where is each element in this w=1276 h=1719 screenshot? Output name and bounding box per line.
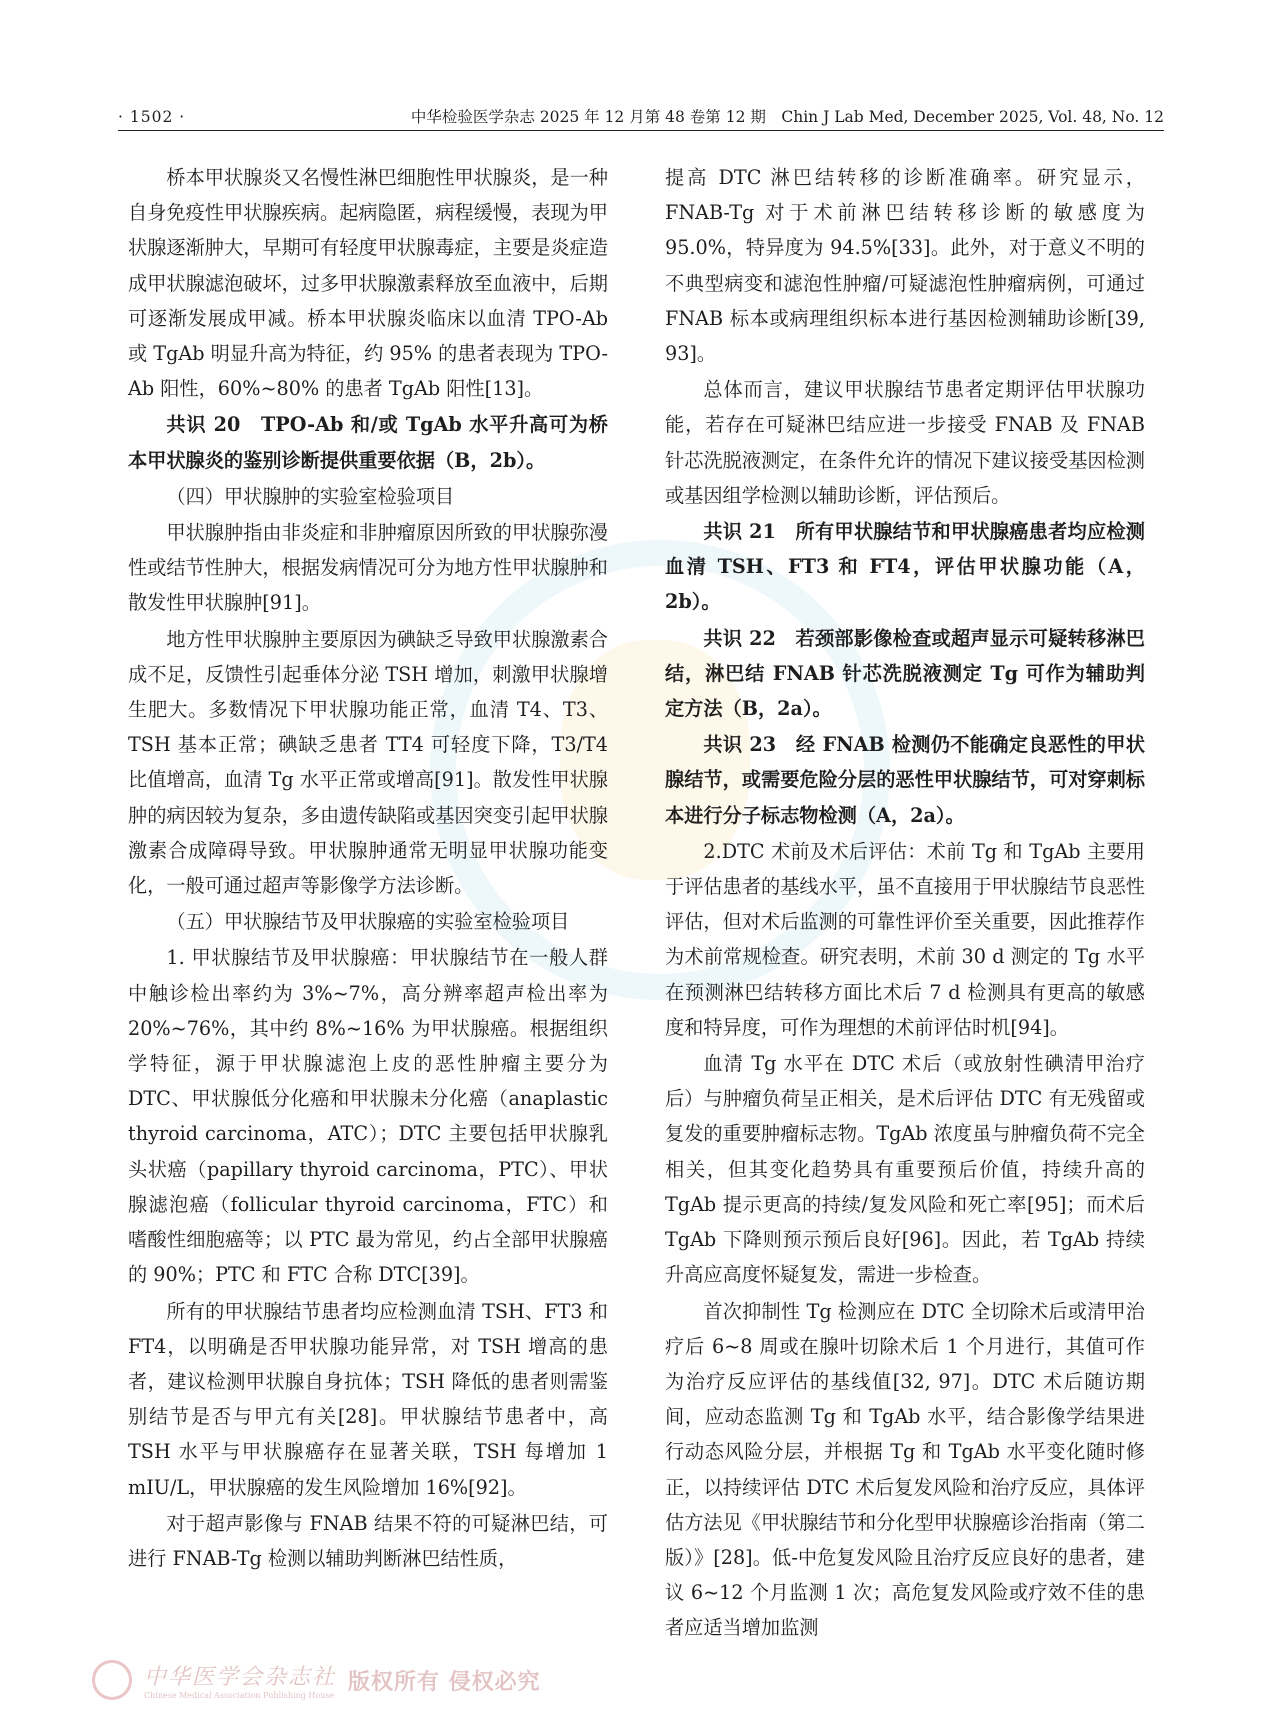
paragraph: 1. 甲状腺结节及甲状腺癌：甲状腺结节在一般人群中触诊检出率约为 3%~7%，高分辨率超声检出率为 20%~76%，其中约 8%~16% 为甲状腺癌。根据组织学特征，源于甲状腺滤泡上皮的恶性肿瘤主要分为 DTC、甲状腺低分化癌和甲状腺未分化癌（anaplastic thyroid carcinoma，ATC）；DTC 主要包括甲状腺乳头状癌（papillary thyroid carcinoma，PTC）、甲状腺滤泡癌（follicular thyroid carcinoma，FTC）和嗜酸性细胞癌等；以 PTC 最为常见，约占全部甲状腺癌的 90%；PTC 和 FTC 合称 DTC[39]。 [128,946,608,1287]
paragraph: 对于超声影像与 FNAB 结果不符的可疑淋巴结，可进行 FNAB-Tg 检测以辅助判断淋巴结性质， [128,1511,608,1570]
publisher-name: 中华医学会杂志社 Chinese Medical Association Publishing House [144,1665,337,1700]
paragraph: 首次抑制性 Tg 检测应在 DTC 全切除术后或清甲治疗后 6~8 周或在腺叶切除术后 1 个月进行，其值可作为治疗反应评估的基线值[32, 97]。DTC 术后随访期间，应动态监测 Tg 和 TgAb 水平，结合影像学结果进行动态风险分层，并根据 Tg 和 TgAb 水平变化随时修正，以持续评估 DTC 术后复发风险和治疗反应，具体评估方法见《甲状腺结节和分化型甲状腺癌诊治指南（第二版）》[28]。低-中危复发风险且治疗反应良好的患者，建议 6~12 个月监测 1 次；高危复发风险或疗效不佳的患者应适当增加监测 [665,1299,1145,1640]
consensus-21: 共识 21 所有甲状腺结节和甲状腺癌患者均应检测血清 TSH、FT3 和 FT4，评估甲状腺功能（A，2b）。 [665,520,1145,614]
left-column [128,160,608,1577]
page-header [118,100,1164,131]
consensus-23: 共识 23 经 FNAB 检测仍不能确定良恶性的甲状腺结节，或需要危险分层的恶性甲状腺结节，可对穿刺标本进行分子标志物检测（A，2a）。 [665,733,1145,827]
journal-citation: 中华检验医学杂志 2025 年 12 月第 48 卷第 12 期 Chin J Lab Med, December 2025, Vol. 48, No. 12 [410,108,1164,126]
paragraph: 所有的甲状腺结节患者均应检测血清 TSH、FT3 和 FT4，以明确是否甲状腺功能异常，对 TSH 增高的患者，建议检测甲状腺自身抗体；TSH 降低的患者则需鉴别结节是否与甲亢有关[28]。甲状腺结节患者中，高 TSH 水平与甲状腺癌存在显著关联，TSH 每增加 1 mIU/L，甲状腺癌的发生风险增加 16%[92]。 [128,1299,608,1499]
paragraph: 甲状腺肿指由非炎症和非肿瘤原因所致的甲状腺弥漫性或结节性肿大，根据发病情况可分为地方性甲状腺肿和散发性甲状腺肿[91]。 [128,521,608,615]
copyright-slogan: 版权所有 侵权必究 [348,1668,541,1695]
paragraph: 血清 Tg 水平在 DTC 术后（或放射性碘清甲治疗后）与肿瘤负荷呈正相关，是术后评估 DTC 有无残留或复发的重要肿瘤标志物。TgAb 浓度虽与肿瘤负荷不完全相关，但其变化趋势具有重要预后价值，持续升高的 TgAb 提示更高的持续/复发风险和死亡率[95]；而术后 TgAb 下降则预示预后良好[96]。因此，若 TgAb 持续升高应高度怀疑复发，需进一步检查。 [665,1052,1145,1287]
consensus-22: 共识 22 若颈部影像检查或超声显示可疑转移淋巴结，淋巴结 FNAB 针芯洗脱液测定 Tg 可作为辅助判定方法（B，2a）。 [665,626,1145,721]
publisher-name-en: Chinese Medical Association Publishing House [144,1691,335,1700]
publisher-seal-icon [92,1660,132,1700]
paragraph: 总体而言，建议甲状腺结节患者定期评估甲状腺功能，若存在可疑淋巴结应进一步接受 FNAB 及 FNAB 针芯洗脱液测定，在条件允许的情况下建议接受基因检测或基因组学检测以辅助诊断，评估预后。 [665,378,1145,507]
section-heading: （五）甲状腺结节及甲状腺癌的实验室检验项目 [166,910,570,934]
consensus-20: 共识 20 TPO-Ab 和/或 TgAb 水平升高可为桥本甲状腺炎的鉴别诊断提供重要依据（B，2b）。 [128,413,608,472]
paragraph: 桥本甲状腺炎又名慢性淋巴细胞性甲状腺炎，是一种自身免疫性甲状腺疾病。起病隐匿，病程缓慢，表现为甲状腺逐渐肿大，早期可有轻度甲状腺毒症，主要是炎症造成甲状腺滤泡破坏，过多甲状腺激素释放至血液中，后期可逐渐发展成甲减。桥本甲状腺炎临床以血清 TPO-Ab 或 TgAb 明显升高为特征，约 95% 的患者表现为 TPO-Ab 阳性，60%~80% 的患者 TgAb 阳性[13]。 [128,166,608,401]
page-number: · 1502 · [118,108,186,126]
paragraph: 2.DTC 术前及术后评估：术前 Tg 和 TgAb 主要用于评估患者的基线水平，虽不直接用于甲状腺结节良恶性评估，但对术后监测的可靠性评价至关重要，因此推荐作为术前常规检查。研究表明，术前 30 d 测定的 Tg 水平在预测淋巴结转移方面比术后 7 d 检测具有更高的敏感度和特异度，可作为理想的术前评估时机[94]。 [665,839,1145,1039]
section-heading: （四）甲状腺肿的实验室检验项目 [166,484,455,508]
paragraph: 地方性甲状腺肿主要原因为碘缺乏导致甲状腺激素合成不足，反馈性引起垂体分泌 TSH 增加，刺激甲状腺增生肥大。多数情况下甲状腺功能正常，血清 T4、T3、TSH 基本正常；碘缺乏患者 TT4 可轻度下降，T3/T4 比值增高，血清 Tg 水平正常或增高[91]。散发性甲状腺肿的病因较为复杂，多由遗传缺陷或基因突变引起甲状腺激素合成障碍导致。甲状腺肿通常无明显甲状腺功能变化，一般可通过超声等影像学方法诊断。 [128,627,608,898]
paragraph: 提高 DTC 淋巴结转移的诊断准确率。研究显示，FNAB-Tg 对于术前淋巴结转移诊断的敏感度为 95.0%，特异度为 94.5%[33]。此外，对于意义不明的不典型病变和滤泡性肿瘤/可疑滤泡性肿瘤病例，可通过 FNAB 标本或病理组织标本进行基因检测辅助诊断[39, 93]。 [665,166,1145,366]
publisher-watermark [92,1660,541,1700]
right-column [665,160,1145,1647]
